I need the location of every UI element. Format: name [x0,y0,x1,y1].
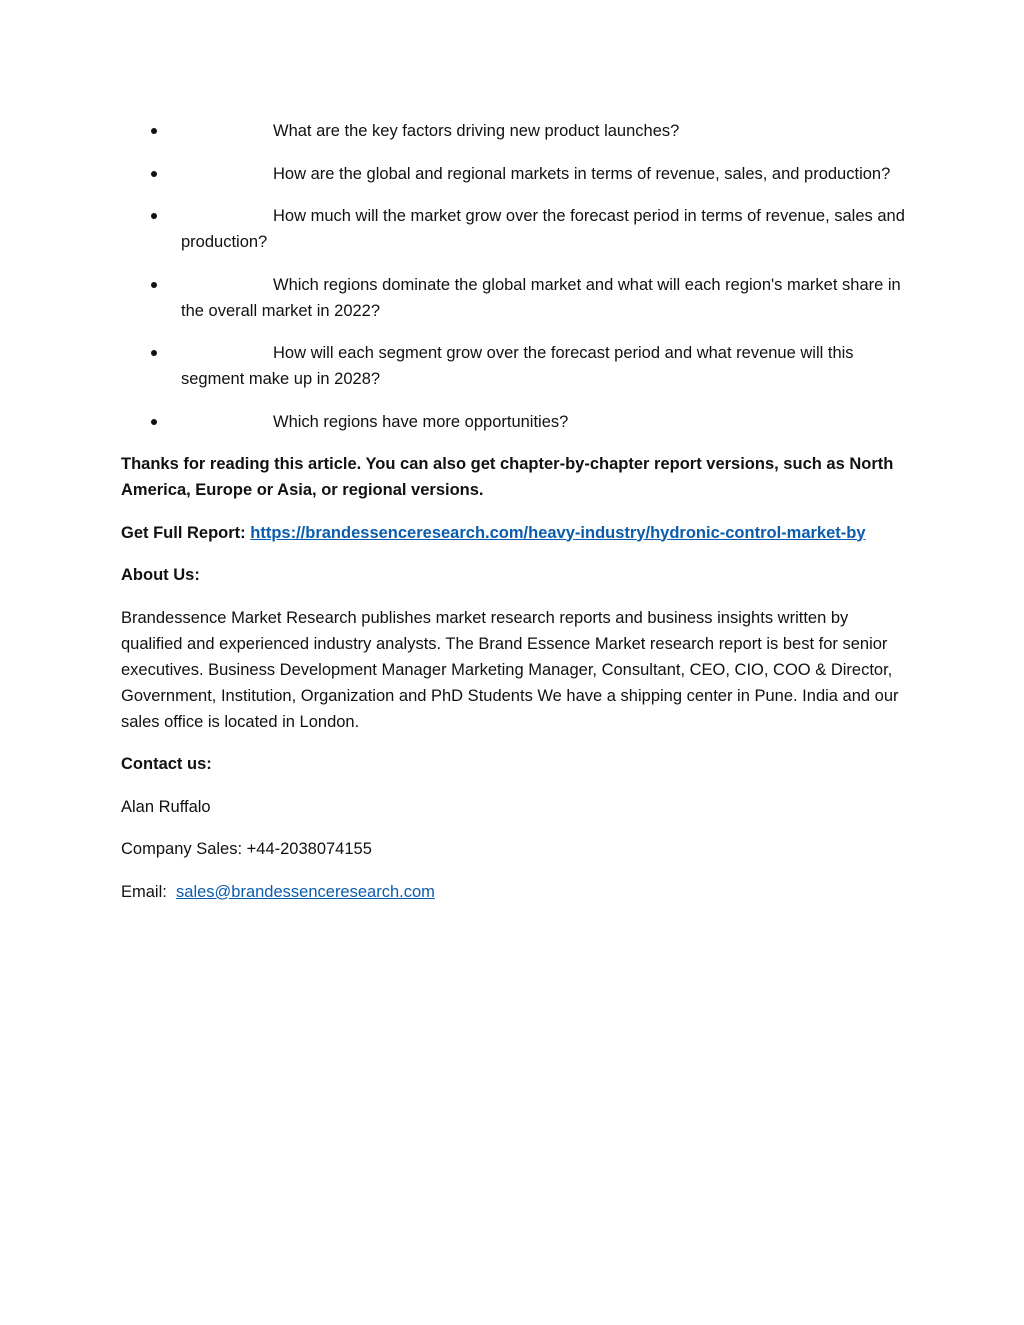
list-item [121,203,911,255]
about-heading: About Us: [121,566,200,584]
contact-sales: Company Sales: +44-2038074155 [121,840,372,858]
list-item [121,161,911,187]
bullet-icon [151,171,157,177]
full-report-label: Get Full Report: [121,523,246,542]
bullet-icon [151,128,157,134]
list-item-text: Which regions dominate the global market and what will each region's market share in the overall market in 2022? [181,275,901,320]
list-item-text: How much will the market grow over the forecast period in terms of revenue, sales and production? [181,207,905,251]
bullet-icon [151,350,157,356]
bullet-icon [151,213,157,219]
contact-email-line [121,879,911,905]
list-item-text: Which regions have more opportunities? [273,412,569,431]
document-content [121,118,911,921]
list-item [121,340,911,392]
questions-list [121,118,911,435]
list-item-text: What are the key factors driving new product launches? [273,122,680,140]
full-report-link[interactable]: https://brandessenceresearch.com/heavy-industry/hydronic-control-market-by [250,523,866,542]
list-item [121,118,911,144]
list-item [121,409,911,435]
bullet-icon [151,282,157,288]
thanks-paragraph: Thanks for reading this article. You can also get chapter-by-chapter report versions, such as North America, Europe or Asia, or regional versions. [121,455,894,499]
list-item [121,272,911,324]
list-item-text: How are the global and regional markets in terms of revenue, sales, and production? [273,164,891,183]
email-link[interactable]: sales@brandessenceresearch.com [176,882,435,901]
full-report-line [121,520,911,546]
contact-name: Alan Ruffalo [121,797,211,816]
bullet-icon [151,419,157,425]
contact-heading: Contact us: [121,755,212,773]
about-body: Brandessence Market Research publishes market research reports and business insights written by qualified and experienced industry analysts. The Brand Essence Market research report is best for senior executives. Business Development Manager Marketing Manager, Consultant, CEO, CIO, COO & Director, Government, Institution, Organization and PhD Students We have a shipping center in Pune. India and our sales office is located in London. [121,608,899,731]
list-item-text: How will each segment grow over the forecast period and what revenue will this segment make up in 2028? [181,344,854,388]
email-label: Email: [121,882,167,901]
